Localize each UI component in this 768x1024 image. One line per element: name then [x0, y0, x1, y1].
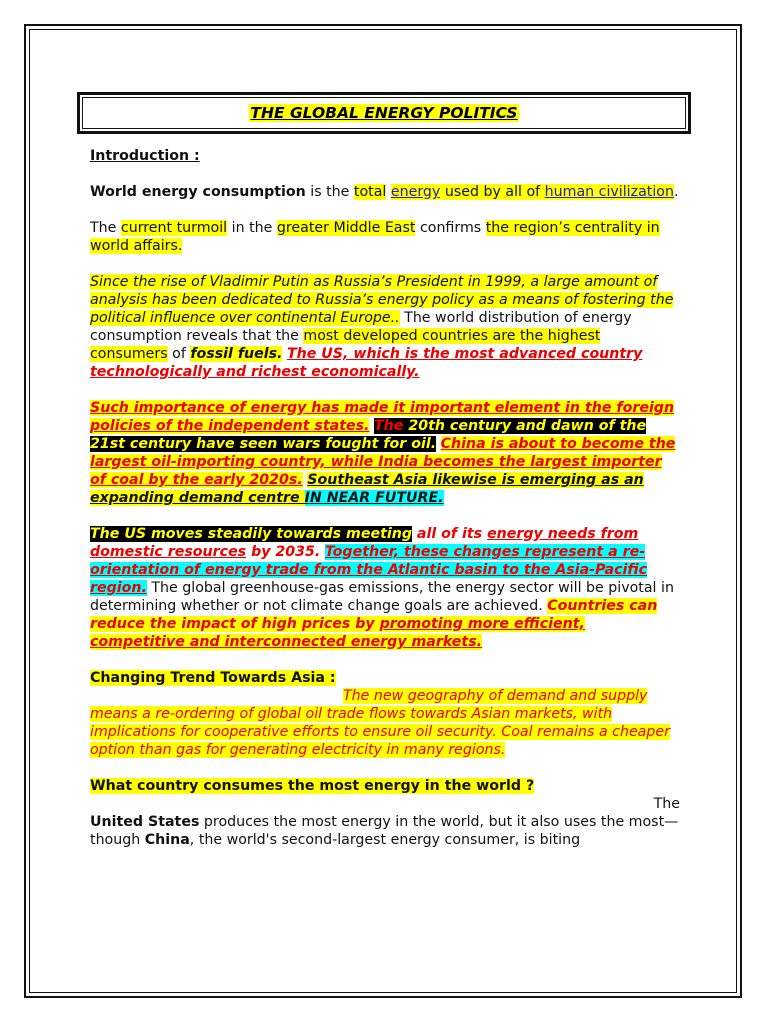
paragraph-middle-east: The current turmoil in the greater Middle East confirms the region’s centrality in world affairs.: [90, 220, 660, 254]
paragraph-the: The: [653, 796, 680, 812]
document-body: [90, 147, 680, 849]
paragraph-world-energy: World energy consumption is the total energy used by all of human civilization.: [90, 184, 679, 200]
energy-link[interactable]: energy: [390, 184, 441, 200]
paragraph-asia-trend: The new geography of demand and supply means a re-ordering of global oil trade flows towards Asian markets, with implications for cooperative efforts to ensure oil security. Coal remains a cheaper option than gas for generating electricity in many regions.: [90, 688, 670, 758]
title-box-inner: [82, 97, 686, 129]
question-heading: What country consumes the most energy in the world ?: [90, 778, 535, 794]
paragraph-us-consumption: United States produces the most energy in the world, but it also uses the most—though China, the world's second-largest energy consumer, is biting: [90, 814, 679, 848]
paragraph-wars-for-oil: Such importance of energy has made it important element in the foreign policies of the independent states. The 20th century and dawn of the 21st century have seen wars fought for oil. China is about to become the largest oil-importing country, while India becomes the largest importer of coal by the early 2020s. Southeast Asia likewise is emerging as an expanding demand centre IN NEAR FUTURE.: [90, 400, 676, 506]
asia-heading: Changing Trend Towards Asia :: [90, 670, 336, 686]
introduction-heading: Introduction :: [90, 148, 200, 164]
paragraph-us-energy: The US moves steadily towards meeting all of its energy needs from domestic resources by 2035. Together, these changes represent a re-orientation of energy trade from the Atlantic basin to the Asia-Pacific region. The global greenhouse-gas emissions, the energy sector will be pivotal in determining whether or not climate change goals are achieved. Countries can reduce the impact of high prices by promoting more efficient, competitive and interconnected energy markets.: [90, 526, 674, 650]
paragraph-russia: Since the rise of Vladimir Putin as Russia’s President in 1999, a large amount of analysis has been dedicated to Russia’s energy policy as a means of fostering the political influence over continental Europe.. The world distribution of energy consumption reveals that the most developed countries are the highest consumers of fossil fuels. The US, which is the most advanced country technologically and richest economically.: [90, 274, 674, 380]
human-civilization-link[interactable]: human civilization: [544, 184, 674, 200]
document-title: THE GLOBAL ENERGY POLITICS: [250, 104, 518, 122]
title-box: [77, 92, 691, 134]
